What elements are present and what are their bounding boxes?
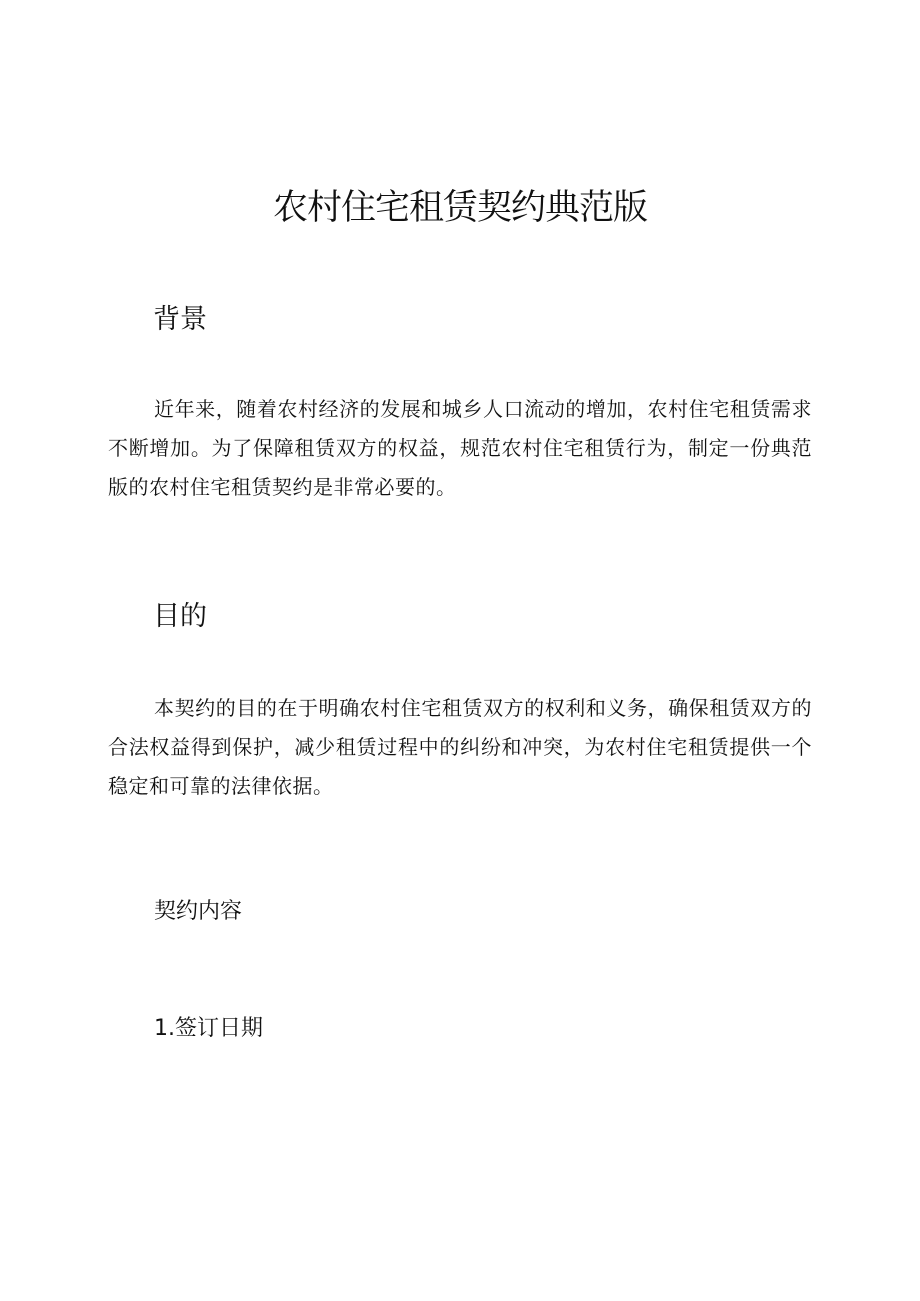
item-signing-date: 1.签订日期: [154, 1016, 263, 1041]
section-paragraph-background: 近年来，随着农村经济的发展和城乡人口流动的增加，农村住宅租赁需求不断增加。为了保障租赁双方的权益，规范农村住宅租赁行为，制定一份典范版的农村住宅租赁契约是非常必要的。: [108, 397, 812, 499]
section-heading-purpose: 目的: [153, 601, 207, 632]
document-title: 农村住宅租赁契约典范版: [272, 188, 647, 228]
section-heading-background: 背景: [153, 304, 207, 335]
section-paragraph-purpose: 本契约的目的在于明确农村住宅租赁双方的权利和义务，确保租赁双方的合法权益得到保护，减少租赁过程中的纠纷和冲突，为农村住宅租赁提供一个稳定和可靠的法律依据。: [108, 696, 812, 798]
contract-contents-heading: 契约内容: [154, 899, 243, 924]
